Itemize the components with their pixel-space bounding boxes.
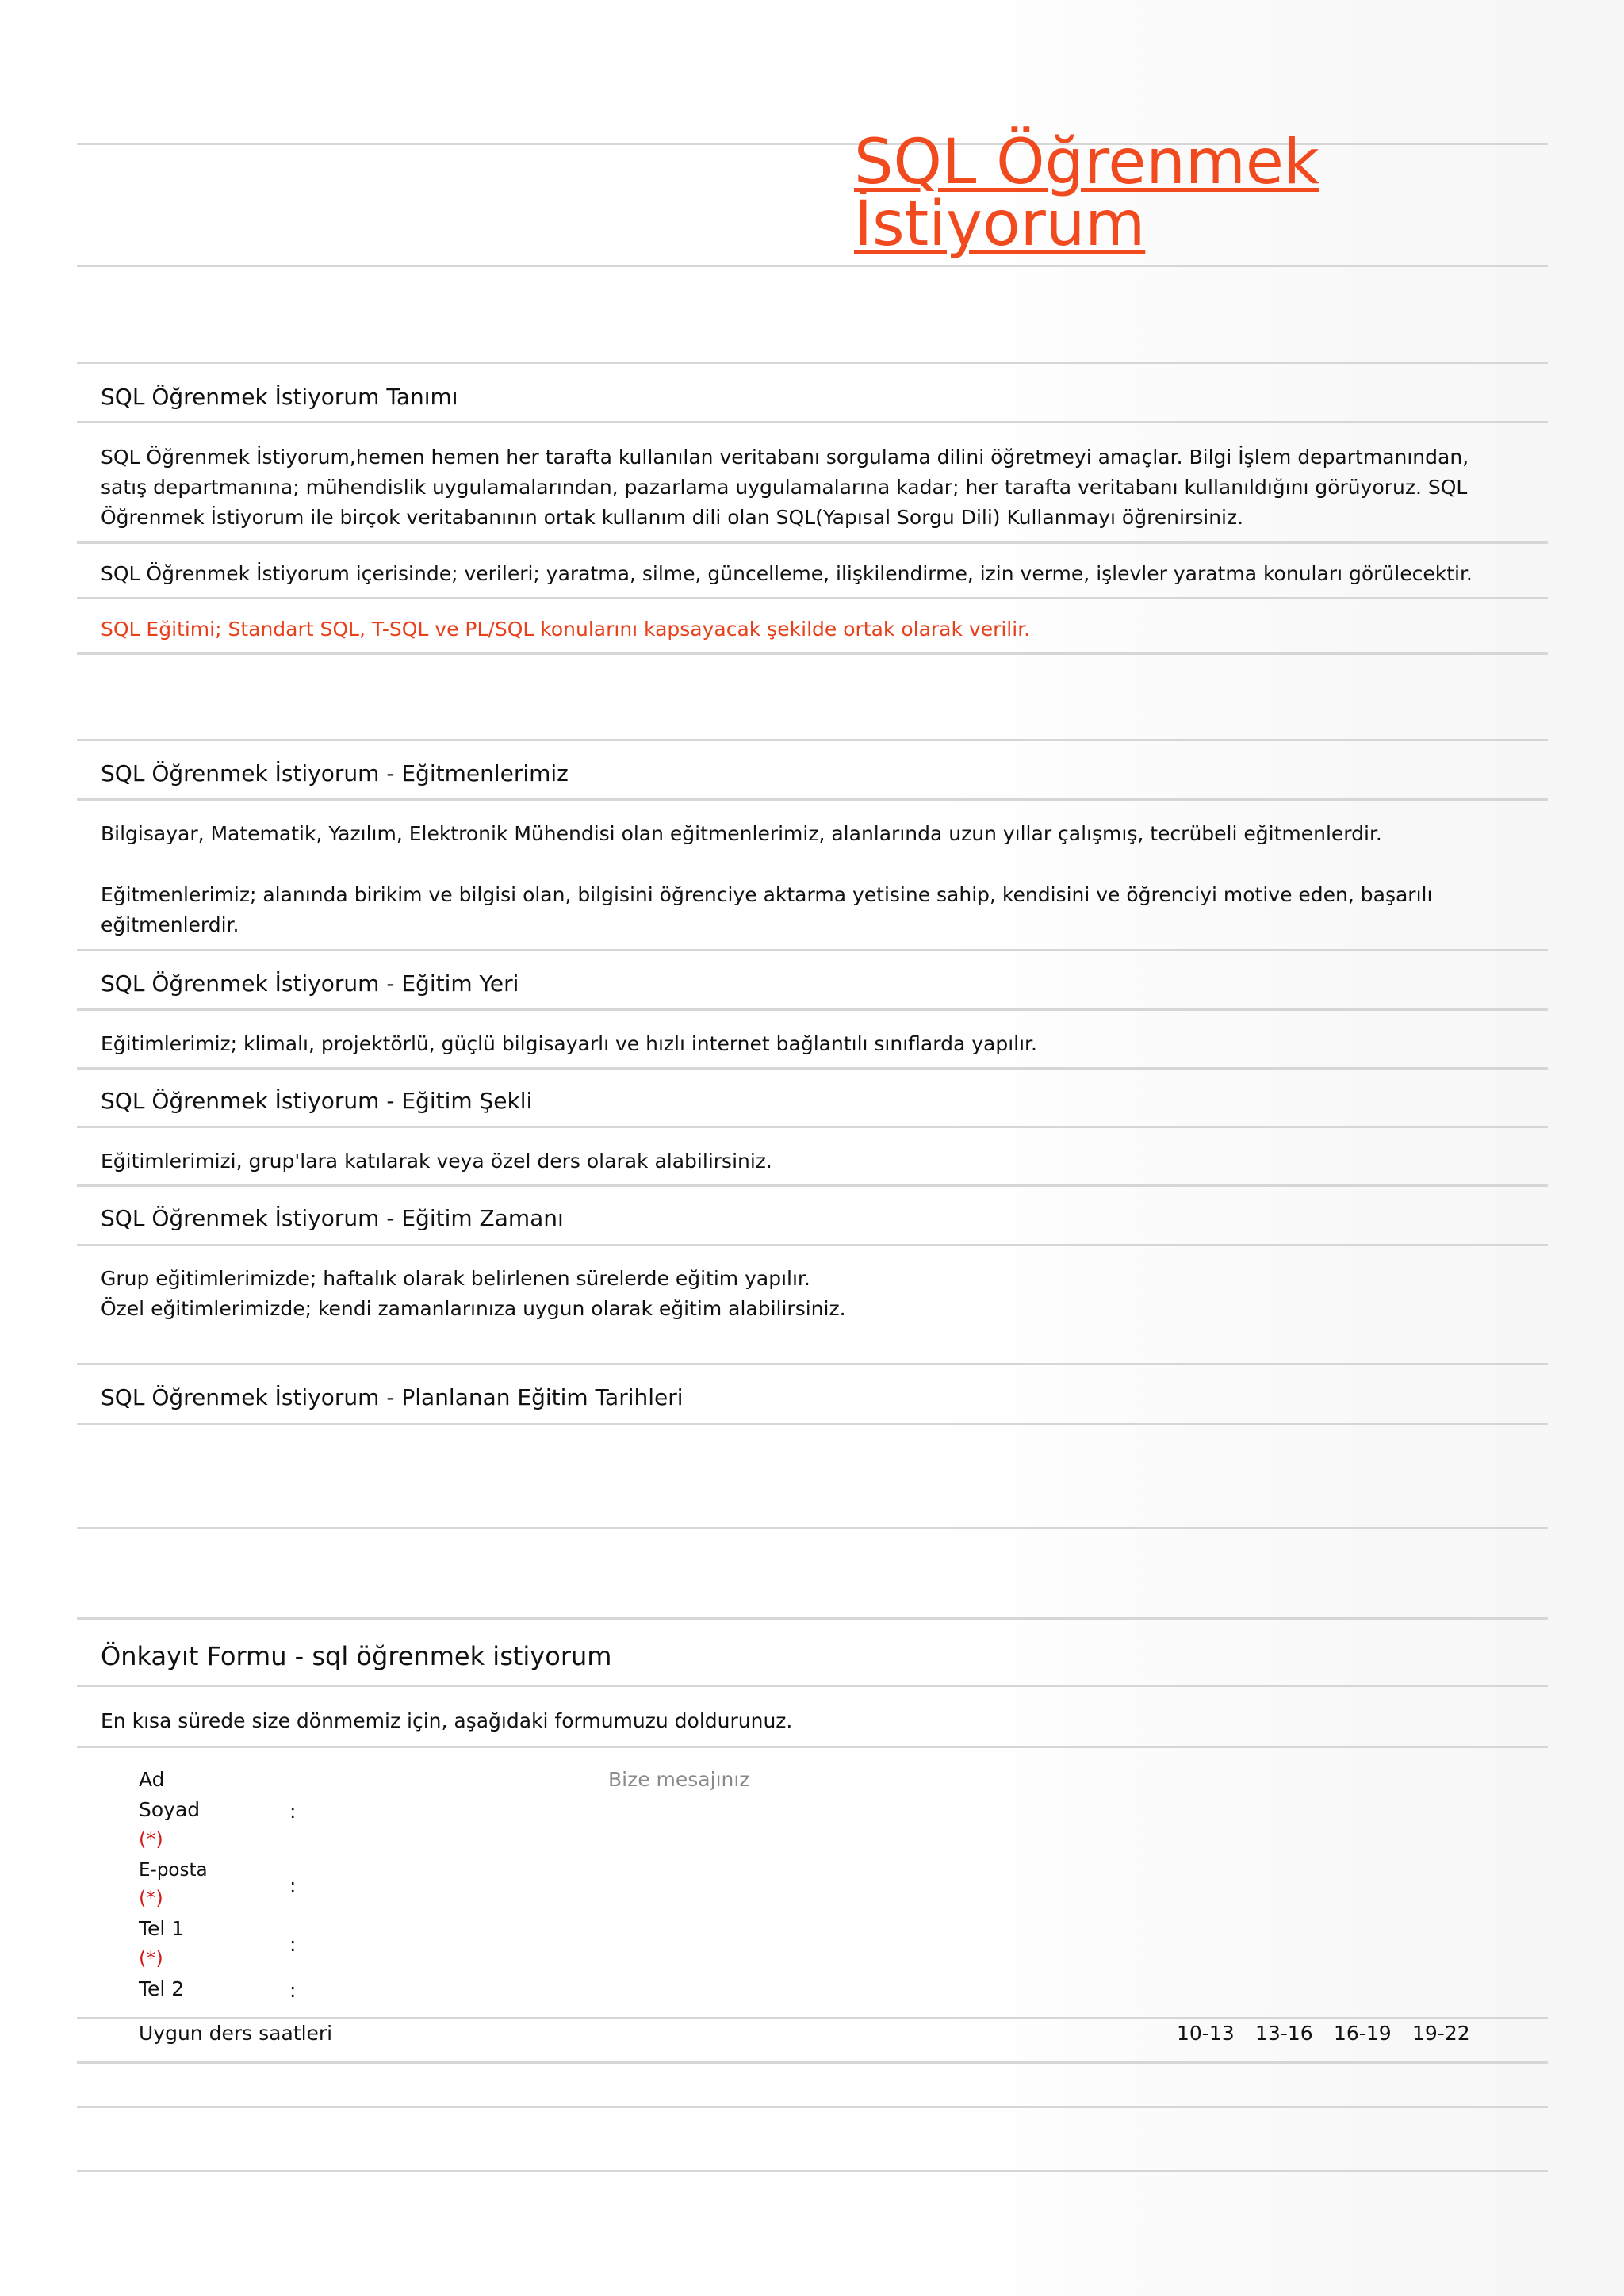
format-heading: SQL Öğrenmek İstiyorum - Eğitim Şekli xyxy=(101,1088,533,1114)
divider xyxy=(77,739,1548,741)
page-title-link[interactable]: SQL Öğrenmek İstiyorum xyxy=(854,127,1320,260)
definition-note: SQL Eğitimi; Standart SQL, T-SQL ve PL/SQL konularını kapsayacak şekilde ortak olarak verilir. xyxy=(101,618,1031,641)
hour-slot-option[interactable]: 19-22 xyxy=(1412,2022,1470,2045)
definition-paragraph-line-1: SQL Öğrenmek İstiyorum,hemen hemen her tarafta kullanılan veritabanı sorgulama dilini öğretmeyi amaçlar. Bilgi İşlem departmanından, xyxy=(101,446,1469,469)
trainers-paragraph-2-line-2: eğitmenlerdir. xyxy=(101,913,239,936)
name-required-mark: (*) xyxy=(139,1828,163,1850)
hour-slot-option[interactable]: 13-16 xyxy=(1255,2022,1313,2045)
divider xyxy=(77,1184,1548,1187)
form-intro: En kısa sürede size dönmemiz için, aşağıdaki formumuzu doldurunuz. xyxy=(101,1709,793,1732)
email-colon: : xyxy=(289,1874,297,1897)
definition-paragraph-line-3: Öğrenmek İstiyorum ile birçok veritabanının ortak kullanım dili olan SQL(Yapısal Sorgu Dili) Kullanmayı öğrenirsiniz. xyxy=(101,506,1244,529)
time-text-line-2: Özel eğitimlerimizde; kendi zamanlarınıza uygun olarak eğitim alabilirsiniz. xyxy=(101,1297,846,1320)
place-heading: SQL Öğrenmek İstiyorum - Eğitim Yeri xyxy=(101,970,519,997)
divider xyxy=(77,1363,1548,1365)
divider xyxy=(77,2017,1548,2019)
divider xyxy=(77,1527,1548,1529)
tel1-colon: : xyxy=(289,1933,297,1956)
divider xyxy=(77,541,1548,544)
definition-topics: SQL Öğrenmek İstiyorum içerisinde; verileri; yaratma, silme, güncelleme, ilişkilendirme, izin verme, işlevler yaratma konuları görülecektir. xyxy=(101,562,1473,585)
divider xyxy=(77,2106,1548,2108)
divider xyxy=(77,1685,1548,1687)
form-title: Önkayıt Formu - sql öğrenmek istiyorum xyxy=(101,1641,612,1671)
surname-label: Soyad xyxy=(139,1798,201,1821)
tel1-label: Tel 1 xyxy=(139,1917,185,1940)
format-text: Eğitimlerimizi, grup'lara katılarak veya özel ders olarak alabilirsiniz. xyxy=(101,1150,772,1173)
divider xyxy=(77,1617,1548,1620)
divider xyxy=(77,1126,1548,1128)
hour-slot-option[interactable]: 16-19 xyxy=(1334,2022,1392,2045)
tel2-label: Tel 2 xyxy=(139,1977,185,2000)
divider xyxy=(77,1244,1548,1246)
name-colon: : xyxy=(289,1800,297,1823)
divider xyxy=(77,652,1548,655)
divider xyxy=(77,949,1548,951)
divider xyxy=(77,2061,1548,2064)
divider xyxy=(77,421,1548,423)
tel1-required-mark: (*) xyxy=(139,1947,163,1969)
email-required-mark: (*) xyxy=(139,1887,163,1909)
hours-label: Uygun ders saatleri xyxy=(139,2022,333,2045)
divider xyxy=(77,2170,1548,2172)
divider xyxy=(77,1423,1548,1425)
tel2-colon: : xyxy=(289,1979,297,2002)
divider xyxy=(77,1008,1548,1011)
trainers-heading: SQL Öğrenmek İstiyorum - Eğitmenlerimiz xyxy=(101,760,569,786)
divider xyxy=(77,798,1548,801)
time-text-line-1: Grup eğitimlerimizde; haftalık olarak belirlenen sürelerde eğitim yapılır. xyxy=(101,1267,810,1290)
divider xyxy=(77,1067,1548,1070)
place-text: Eğitimlerimiz; klimalı, projektörlü, güçlü bilgisayarlı ve hızlı internet bağlantılı sınıflarda yapılır. xyxy=(101,1032,1037,1055)
divider xyxy=(77,265,1548,267)
definition-paragraph-line-2: satış departmanına; mühendislik uygulamalarından, pazarlama uygulamalarına kadar; her tarafta veritabanı kullanıldığını görüyoruz. SQL xyxy=(101,476,1468,499)
trainers-paragraph-1: Bilgisayar, Matematik, Yazılım, Elektronik Mühendisi olan eğitmenlerimiz, alanlarında uzun yıllar çalışmış, tecrübeli eğitmenlerdir. xyxy=(101,822,1382,845)
divider xyxy=(77,362,1548,364)
trainers-paragraph-2-line-1: Eğitmenlerimiz; alanında birikim ve bilgisi olan, bilgisini öğrenciye aktarma yetisine sahip, kendisini ve öğrenciyi motive eden, başarılı xyxy=(101,883,1433,906)
message-textarea[interactable]: Bize mesajınız xyxy=(608,1768,750,1791)
definition-heading: SQL Öğrenmek İstiyorum Tanımı xyxy=(101,384,458,410)
page-background-band xyxy=(936,0,1624,2296)
hour-slot-option[interactable]: 10-13 xyxy=(1177,2022,1235,2045)
divider xyxy=(77,597,1548,599)
dates-heading: SQL Öğrenmek İstiyorum - Planlanan Eğitim Tarihleri xyxy=(101,1384,684,1410)
time-heading: SQL Öğrenmek İstiyorum - Eğitim Zamanı xyxy=(101,1205,564,1231)
email-label: E-posta xyxy=(139,1860,208,1881)
name-label: Ad xyxy=(139,1768,165,1791)
divider xyxy=(77,1746,1548,1748)
